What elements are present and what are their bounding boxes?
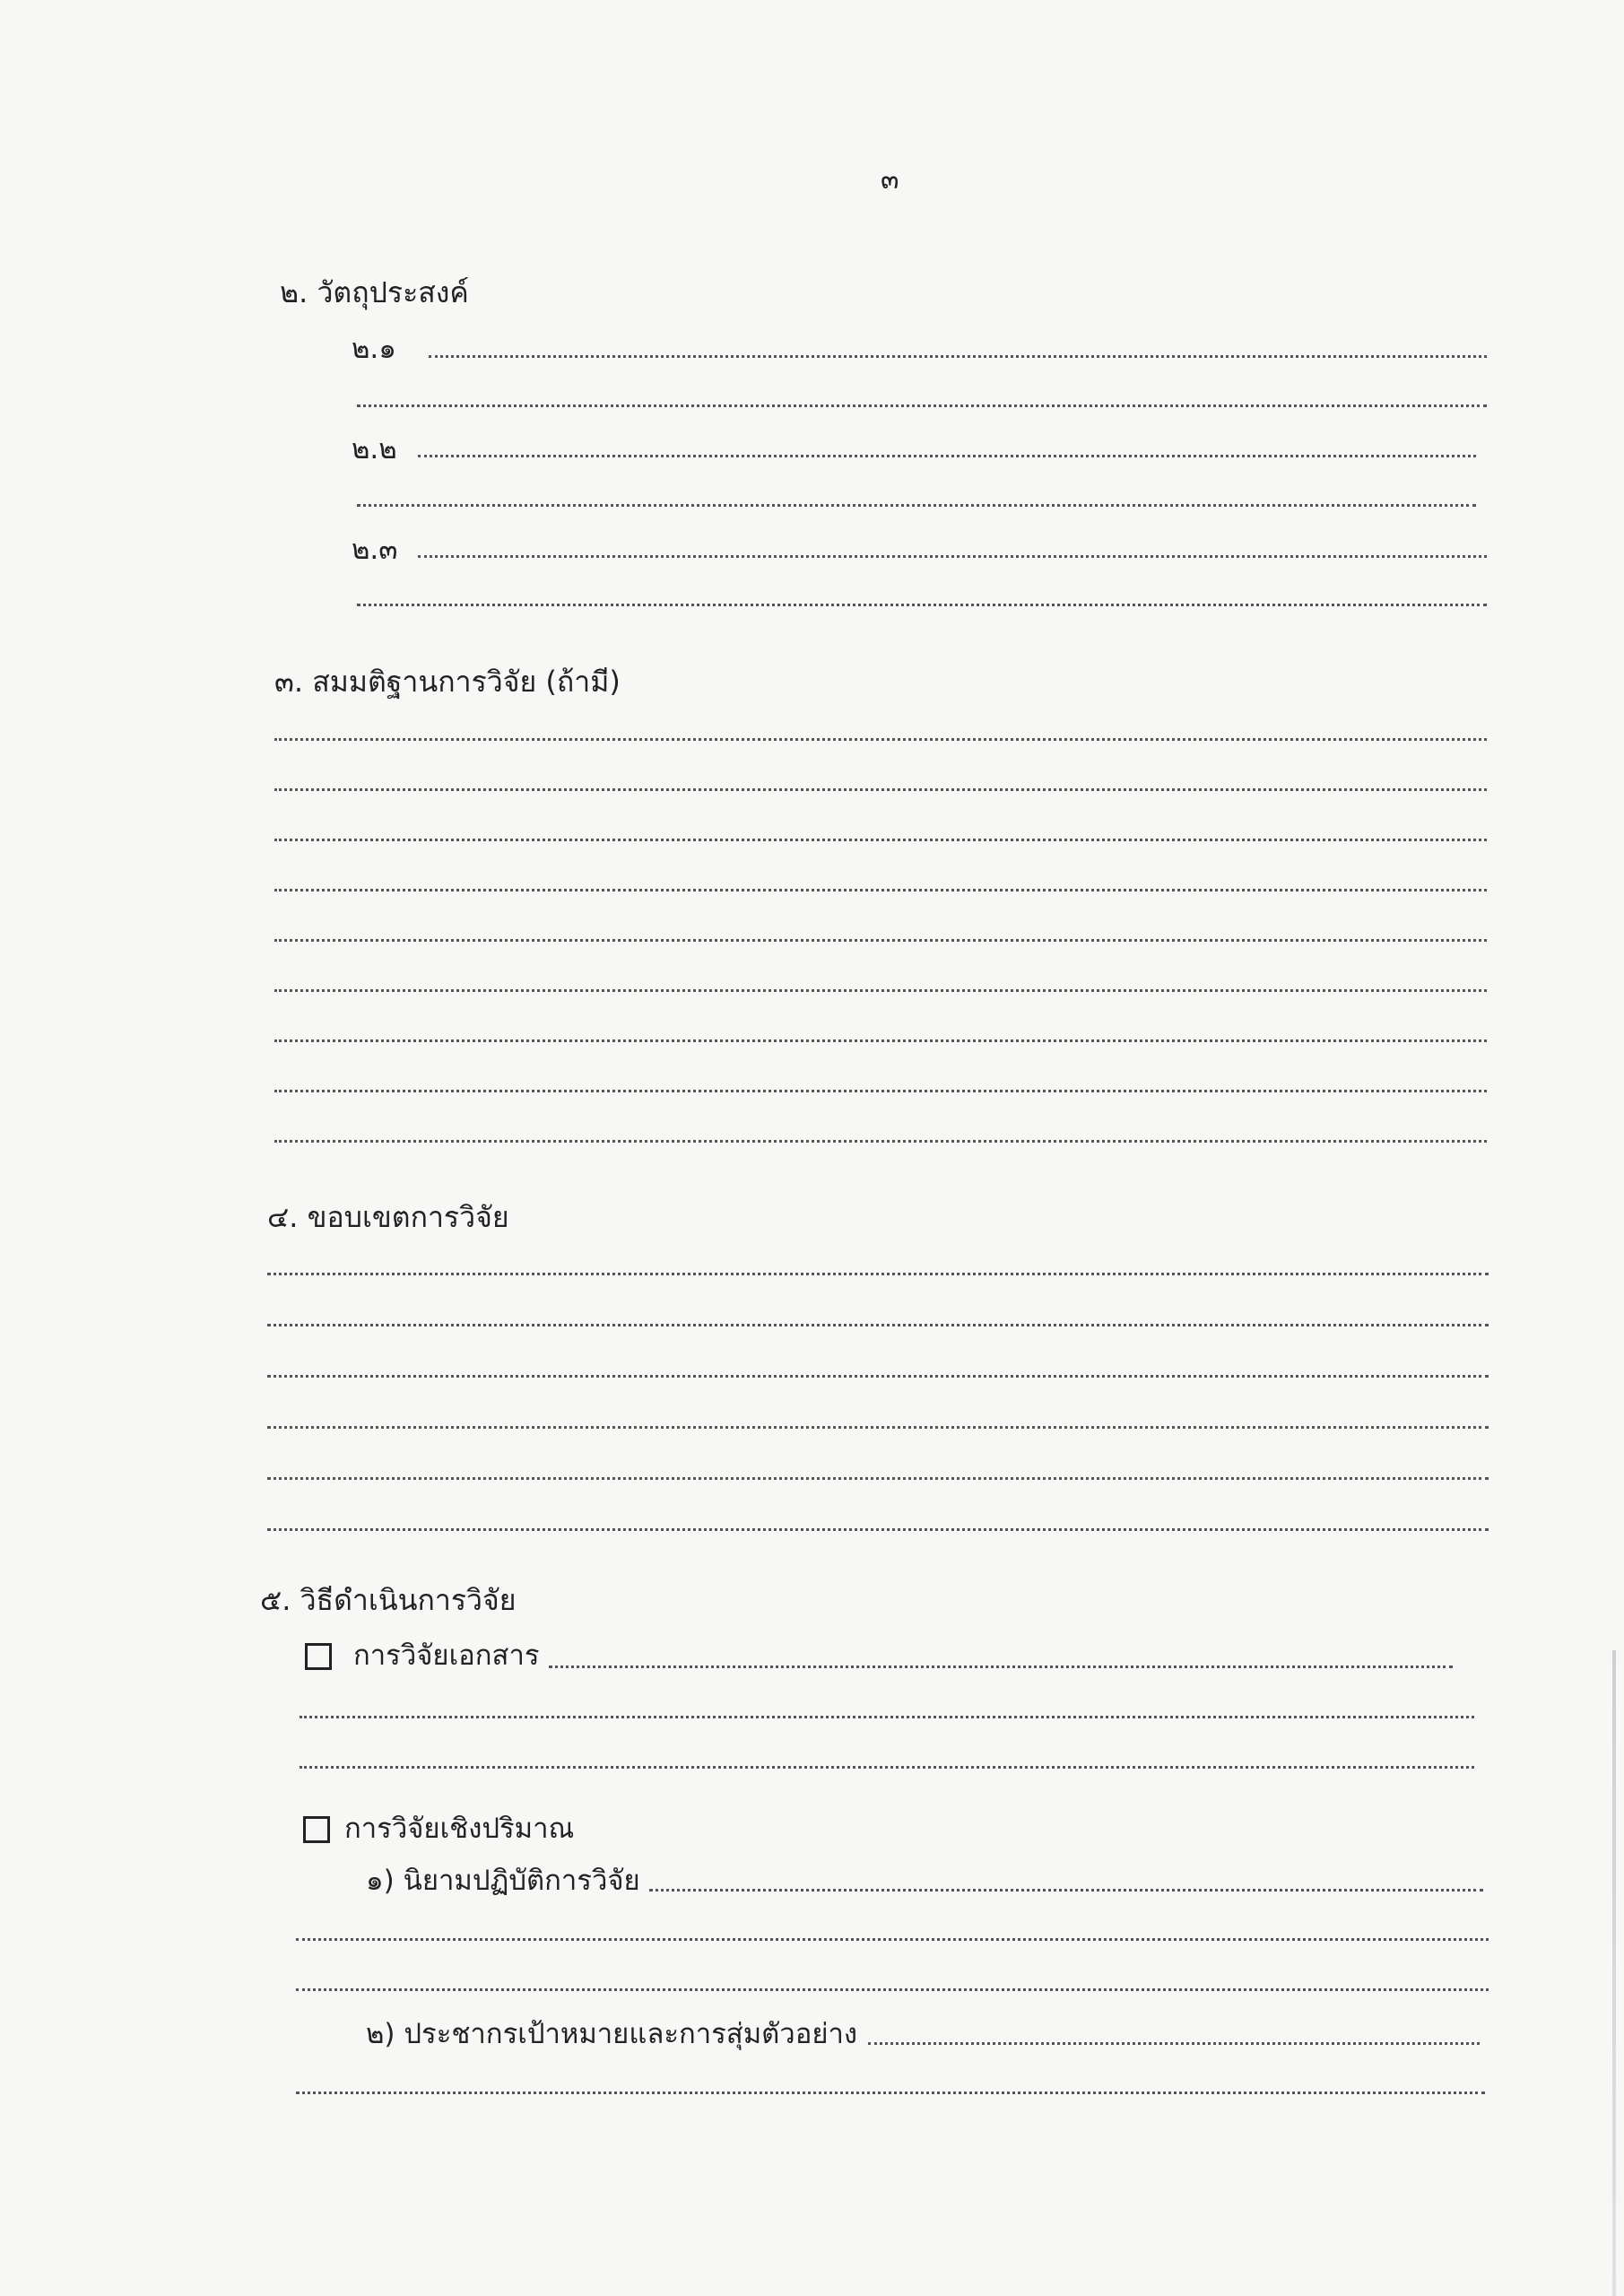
objective-2-3-line[interactable]: [418, 555, 1487, 558]
scope-line-1[interactable]: [267, 1273, 1489, 1275]
hypothesis-line-7[interactable]: [274, 1039, 1487, 1042]
scope-line-4[interactable]: [267, 1426, 1489, 1429]
quantitative-research-label: การวิจัยเชิงปริมาณ: [344, 1813, 575, 1845]
section-5-heading: ๕. วิธีดำเนินการวิจัย: [260, 1583, 517, 1617]
operational-definition-label: ๑) นิยามปฏิบัติการวิจัย: [366, 1865, 640, 1897]
section-2-heading: ๒. วัตถุประสงค์: [280, 275, 469, 309]
objective-2-1-line[interactable]: [429, 355, 1487, 358]
population-sampling-label: ๒) ประชากรเป้าหมายและการสุ่มตัวอย่าง: [366, 2018, 858, 2050]
page-number: ๓: [881, 164, 899, 196]
scope-line-3[interactable]: [267, 1375, 1489, 1378]
section-4-heading: ๔. ขอบเขตการวิจัย: [267, 1200, 509, 1234]
document-research-line-3[interactable]: [300, 1766, 1474, 1769]
document-research-line-2[interactable]: [300, 1716, 1474, 1718]
objective-2-2-label: ๒.๒: [352, 433, 397, 465]
scan-edge-shadow: [1612, 1650, 1616, 2296]
hypothesis-line-4[interactable]: [274, 889, 1487, 891]
operational-definition-line-3[interactable]: [296, 1988, 1489, 1991]
section-3-heading: ๓. สมมติฐานการวิจัย (ถ้ามี): [274, 665, 621, 699]
objective-2-2-line[interactable]: [418, 455, 1476, 457]
document-research-label: การวิจัยเอกสาร: [353, 1639, 540, 1672]
objective-2-3-label: ๒.๓: [352, 534, 398, 566]
objective-2-1-line-2[interactable]: [357, 404, 1487, 407]
objective-2-1-label: ๒.๑: [352, 333, 396, 365]
hypothesis-line-2[interactable]: [274, 788, 1487, 791]
hypothesis-line-9[interactable]: [274, 1140, 1487, 1143]
objective-2-3-line-2[interactable]: [357, 604, 1487, 606]
scope-line-6[interactable]: [267, 1528, 1489, 1531]
hypothesis-line-1[interactable]: [274, 738, 1487, 741]
scope-line-5[interactable]: [267, 1477, 1489, 1480]
quantitative-research-checkbox[interactable]: [303, 1816, 330, 1843]
hypothesis-line-8[interactable]: [274, 1090, 1487, 1092]
population-sampling-line-2[interactable]: [296, 2092, 1485, 2094]
hypothesis-line-3[interactable]: [274, 839, 1487, 841]
operational-definition-line-2[interactable]: [296, 1938, 1489, 1941]
hypothesis-line-5[interactable]: [274, 939, 1487, 942]
scope-line-2[interactable]: [267, 1324, 1489, 1326]
operational-definition-line-1[interactable]: [649, 1889, 1483, 1892]
population-sampling-line-1[interactable]: [868, 2042, 1480, 2045]
hypothesis-line-6[interactable]: [274, 989, 1487, 992]
document-research-line-1[interactable]: [549, 1665, 1453, 1668]
objective-2-2-line-2[interactable]: [357, 504, 1476, 507]
document-research-checkbox[interactable]: [305, 1643, 332, 1670]
